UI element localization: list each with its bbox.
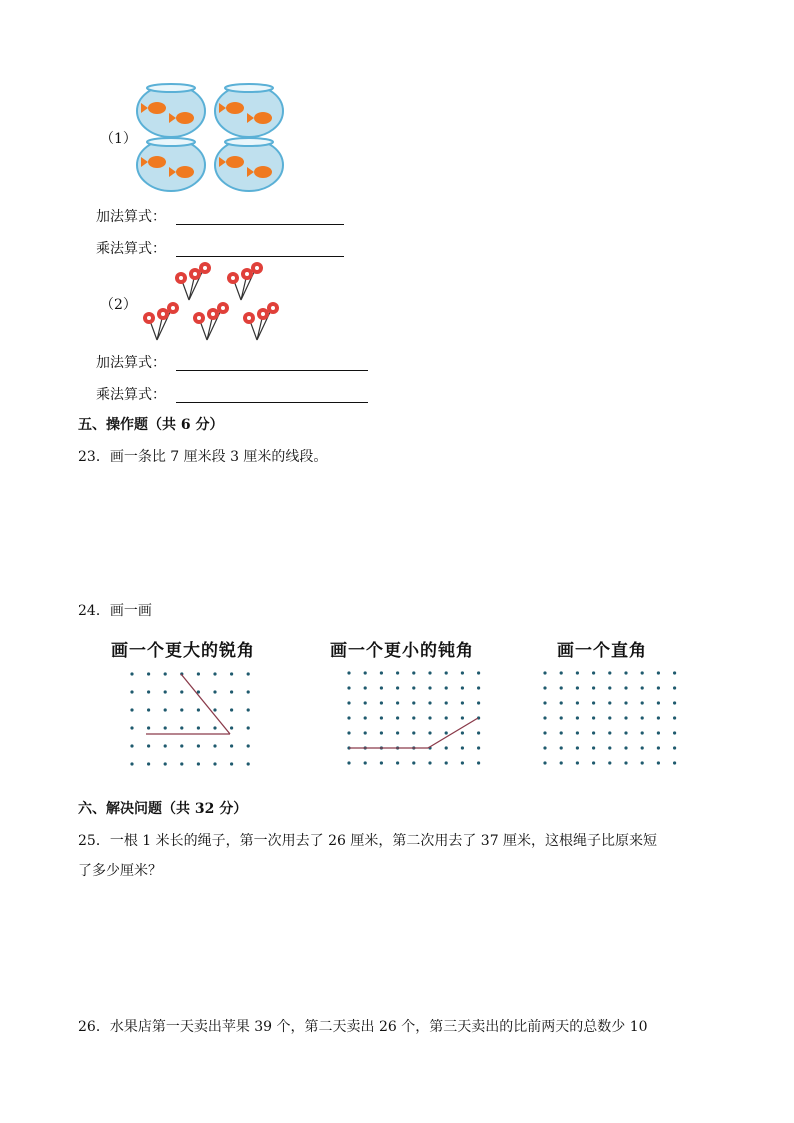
grid-dot bbox=[576, 701, 579, 704]
grid-dot bbox=[147, 690, 150, 693]
grid-dot bbox=[412, 731, 415, 734]
grid-dot bbox=[624, 701, 627, 704]
part1-mul-answer-blank[interactable] bbox=[176, 256, 344, 257]
question-23: 23．画一条比 7 厘米段 3 厘米的线段。 bbox=[78, 449, 328, 465]
grid-dot bbox=[576, 731, 579, 734]
fish-bowl bbox=[137, 84, 205, 137]
grid-dot bbox=[445, 686, 448, 689]
part2-label: （2） bbox=[100, 297, 137, 313]
grid-dot bbox=[641, 671, 644, 674]
grid-dot bbox=[592, 761, 595, 764]
grid-dot bbox=[477, 671, 480, 674]
grid-dot bbox=[657, 686, 660, 689]
grid-dot bbox=[180, 726, 183, 729]
grid-dot bbox=[347, 671, 350, 674]
grid-dot bbox=[592, 671, 595, 674]
grid-dot bbox=[560, 746, 563, 749]
grid-dot bbox=[130, 762, 133, 765]
grid-dot bbox=[147, 708, 150, 711]
grid-dot bbox=[247, 744, 250, 747]
grid-dot bbox=[657, 716, 660, 719]
grid-dot bbox=[213, 690, 216, 693]
grid-title-acute: 画一个更大的锐角 bbox=[111, 641, 255, 661]
grid-dot bbox=[445, 701, 448, 704]
grid-dot bbox=[147, 726, 150, 729]
grid-dot bbox=[180, 744, 183, 747]
grid-dot bbox=[592, 701, 595, 704]
grid-dot bbox=[347, 716, 350, 719]
section6-heading: 六、解决问题（共 32 分） bbox=[78, 801, 248, 817]
grid-dot bbox=[364, 686, 367, 689]
flowers-image bbox=[135, 262, 285, 346]
fish-bowl bbox=[215, 138, 283, 191]
grid-dot bbox=[428, 671, 431, 674]
grid-dot bbox=[230, 726, 233, 729]
grid-dot bbox=[213, 708, 216, 711]
grid-dot bbox=[347, 731, 350, 734]
grid-dot bbox=[608, 761, 611, 764]
grid-dot bbox=[461, 731, 464, 734]
part1-label: （1） bbox=[100, 131, 137, 147]
grid-dot bbox=[247, 708, 250, 711]
grid-dot bbox=[576, 671, 579, 674]
grid-dot bbox=[560, 761, 563, 764]
grid-dot bbox=[347, 686, 350, 689]
grid-dot bbox=[657, 761, 660, 764]
grid-dot bbox=[608, 686, 611, 689]
grid-dot bbox=[608, 746, 611, 749]
grid-dot bbox=[396, 716, 399, 719]
grid-dot bbox=[247, 762, 250, 765]
grid-dot bbox=[213, 726, 216, 729]
grid-dot bbox=[673, 761, 676, 764]
grid-dot bbox=[197, 726, 200, 729]
question-24: 24．画一画 bbox=[78, 603, 152, 619]
grid-dot bbox=[576, 746, 579, 749]
grid-dot bbox=[477, 761, 480, 764]
grid-dot bbox=[428, 716, 431, 719]
grid-dot bbox=[560, 701, 563, 704]
grid-dot bbox=[197, 708, 200, 711]
grid-dot bbox=[412, 701, 415, 704]
grid-dot bbox=[560, 686, 563, 689]
grid-dot bbox=[461, 761, 464, 764]
grid-dot bbox=[164, 744, 167, 747]
grid-dot bbox=[543, 716, 546, 719]
fish-bowls-image bbox=[135, 83, 285, 193]
grid-dot bbox=[230, 762, 233, 765]
grid-dot bbox=[624, 671, 627, 674]
grid-dot bbox=[130, 708, 133, 711]
flower-bunch bbox=[143, 302, 179, 340]
question-26-line1: 26．水果店第一天卖出苹果 39 个，第二天卖出 26 个，第三天卖出的比前两天的总数少 10 bbox=[78, 1019, 648, 1035]
grid-dot bbox=[164, 672, 167, 675]
grid-dot bbox=[164, 726, 167, 729]
grid-dot bbox=[445, 731, 448, 734]
grid-dot bbox=[477, 731, 480, 734]
grid-dot bbox=[380, 761, 383, 764]
acute-angle-ray-diagonal bbox=[181, 674, 230, 734]
grid-dot bbox=[380, 686, 383, 689]
grid-dot bbox=[380, 716, 383, 719]
grid-dot bbox=[608, 701, 611, 704]
grid-dot bbox=[147, 672, 150, 675]
grid-dot bbox=[230, 708, 233, 711]
grid-dot bbox=[396, 761, 399, 764]
grid-dot bbox=[543, 731, 546, 734]
grid-dot bbox=[624, 761, 627, 764]
grid-dot bbox=[412, 716, 415, 719]
grid-dot bbox=[230, 744, 233, 747]
flower-bunch bbox=[227, 262, 263, 300]
grid-dot bbox=[347, 701, 350, 704]
grid-dot bbox=[412, 686, 415, 689]
grid-dot bbox=[477, 746, 480, 749]
grid-dot bbox=[543, 761, 546, 764]
grid-dot bbox=[164, 690, 167, 693]
grid-dot bbox=[624, 686, 627, 689]
grid-dot bbox=[380, 671, 383, 674]
grid-dot bbox=[180, 762, 183, 765]
grid-dot bbox=[641, 746, 644, 749]
grid-dot bbox=[641, 731, 644, 734]
grid-dot bbox=[396, 671, 399, 674]
grid-dot bbox=[608, 731, 611, 734]
grid-dot bbox=[197, 762, 200, 765]
grid-dot bbox=[197, 744, 200, 747]
grid-dot bbox=[657, 746, 660, 749]
grid-dot bbox=[461, 716, 464, 719]
part2-mul-answer-blank[interactable] bbox=[176, 402, 368, 403]
grid-dot bbox=[247, 690, 250, 693]
grid-dot bbox=[396, 686, 399, 689]
grid-dot bbox=[428, 686, 431, 689]
grid-title-right: 画一个直角 bbox=[557, 641, 647, 661]
grid-dot bbox=[364, 701, 367, 704]
fish-bowl bbox=[215, 84, 283, 137]
grid-dot bbox=[428, 761, 431, 764]
dot-grid-obtuse[interactable] bbox=[346, 670, 496, 780]
grid-dot bbox=[445, 716, 448, 719]
grid-dot bbox=[213, 672, 216, 675]
grid-dot bbox=[396, 731, 399, 734]
grid-dot bbox=[673, 731, 676, 734]
grid-dot bbox=[608, 716, 611, 719]
grid-dot bbox=[657, 701, 660, 704]
grid-dot bbox=[445, 671, 448, 674]
obtuse-angle-ray-rising bbox=[428, 718, 478, 748]
grid-dot bbox=[396, 701, 399, 704]
part1-mul-label: 乘法算式： bbox=[96, 241, 166, 257]
grid-dot bbox=[657, 671, 660, 674]
grid-dot bbox=[164, 762, 167, 765]
grid-dot bbox=[428, 701, 431, 704]
grid-dot bbox=[461, 686, 464, 689]
section5-heading: 五、操作题（共 6 分） bbox=[78, 417, 224, 433]
grid-dot bbox=[673, 716, 676, 719]
grid-dot bbox=[560, 671, 563, 674]
grid-dot bbox=[164, 708, 167, 711]
grid-dot bbox=[592, 686, 595, 689]
grid-dot bbox=[230, 672, 233, 675]
grid-dot bbox=[380, 731, 383, 734]
grid-dot bbox=[592, 716, 595, 719]
flower-bunch bbox=[243, 302, 279, 340]
part2-mul-label: 乘法算式： bbox=[96, 387, 166, 403]
grid-dot bbox=[130, 690, 133, 693]
grid-dot bbox=[576, 716, 579, 719]
grid-dot bbox=[592, 731, 595, 734]
grid-dot bbox=[560, 716, 563, 719]
flower-bunch bbox=[175, 262, 211, 300]
grid-dot bbox=[380, 701, 383, 704]
grid-dot bbox=[657, 731, 660, 734]
grid-dot bbox=[213, 762, 216, 765]
dot-grid-right[interactable] bbox=[542, 670, 692, 780]
grid-dot bbox=[130, 744, 133, 747]
grid-title-obtuse: 画一个更小的钝角 bbox=[330, 641, 474, 661]
part2-add-label: 加法算式： bbox=[96, 355, 166, 371]
grid-dot bbox=[624, 716, 627, 719]
grid-dot bbox=[592, 746, 595, 749]
grid-dot bbox=[180, 708, 183, 711]
grid-dot bbox=[461, 701, 464, 704]
grid-dot bbox=[147, 762, 150, 765]
grid-dot bbox=[543, 671, 546, 674]
grid-dot bbox=[641, 686, 644, 689]
part1-add-answer-blank[interactable] bbox=[176, 224, 344, 225]
grid-dot bbox=[347, 761, 350, 764]
grid-dot bbox=[624, 731, 627, 734]
grid-dot bbox=[230, 690, 233, 693]
grid-dot bbox=[180, 690, 183, 693]
grid-dot bbox=[624, 746, 627, 749]
grid-dot bbox=[412, 671, 415, 674]
dot-grid-acute[interactable] bbox=[126, 670, 276, 780]
grid-dot bbox=[428, 731, 431, 734]
grid-dot bbox=[364, 731, 367, 734]
grid-dot bbox=[364, 761, 367, 764]
grid-dot bbox=[641, 716, 644, 719]
grid-dot bbox=[477, 686, 480, 689]
grid-dot bbox=[673, 671, 676, 674]
grid-dot bbox=[576, 686, 579, 689]
part2-add-answer-blank[interactable] bbox=[176, 370, 368, 371]
grid-dot bbox=[130, 726, 133, 729]
grid-dot bbox=[130, 672, 133, 675]
grid-dot bbox=[673, 701, 676, 704]
grid-dot bbox=[673, 686, 676, 689]
grid-dot bbox=[445, 761, 448, 764]
question-25-line1: 25．一根 1 米长的绳子，第一次用去了 26 厘米，第二次用去了 37 厘米，这根绳子比原来短 bbox=[78, 833, 658, 849]
grid-dot bbox=[543, 686, 546, 689]
grid-dot bbox=[147, 744, 150, 747]
grid-dot bbox=[641, 701, 644, 704]
grid-dot bbox=[364, 671, 367, 674]
grid-dot bbox=[673, 746, 676, 749]
grid-dot bbox=[543, 746, 546, 749]
grid-dot bbox=[461, 746, 464, 749]
fish-bowl bbox=[137, 138, 205, 191]
grid-dot bbox=[445, 746, 448, 749]
grid-dot bbox=[477, 701, 480, 704]
grid-dot bbox=[247, 726, 250, 729]
part1-add-label: 加法算式： bbox=[96, 209, 166, 225]
grid-dot bbox=[213, 744, 216, 747]
grid-dot bbox=[608, 671, 611, 674]
grid-dot bbox=[461, 671, 464, 674]
grid-dot bbox=[543, 701, 546, 704]
question-25-line2: 了多少厘米？ bbox=[78, 863, 162, 879]
grid-dot bbox=[641, 761, 644, 764]
flower-bunch bbox=[193, 302, 229, 340]
grid-dot bbox=[247, 672, 250, 675]
grid-dot bbox=[560, 731, 563, 734]
grid-dot bbox=[412, 761, 415, 764]
grid-dot bbox=[576, 761, 579, 764]
grid-dot bbox=[364, 716, 367, 719]
grid-dot bbox=[197, 672, 200, 675]
